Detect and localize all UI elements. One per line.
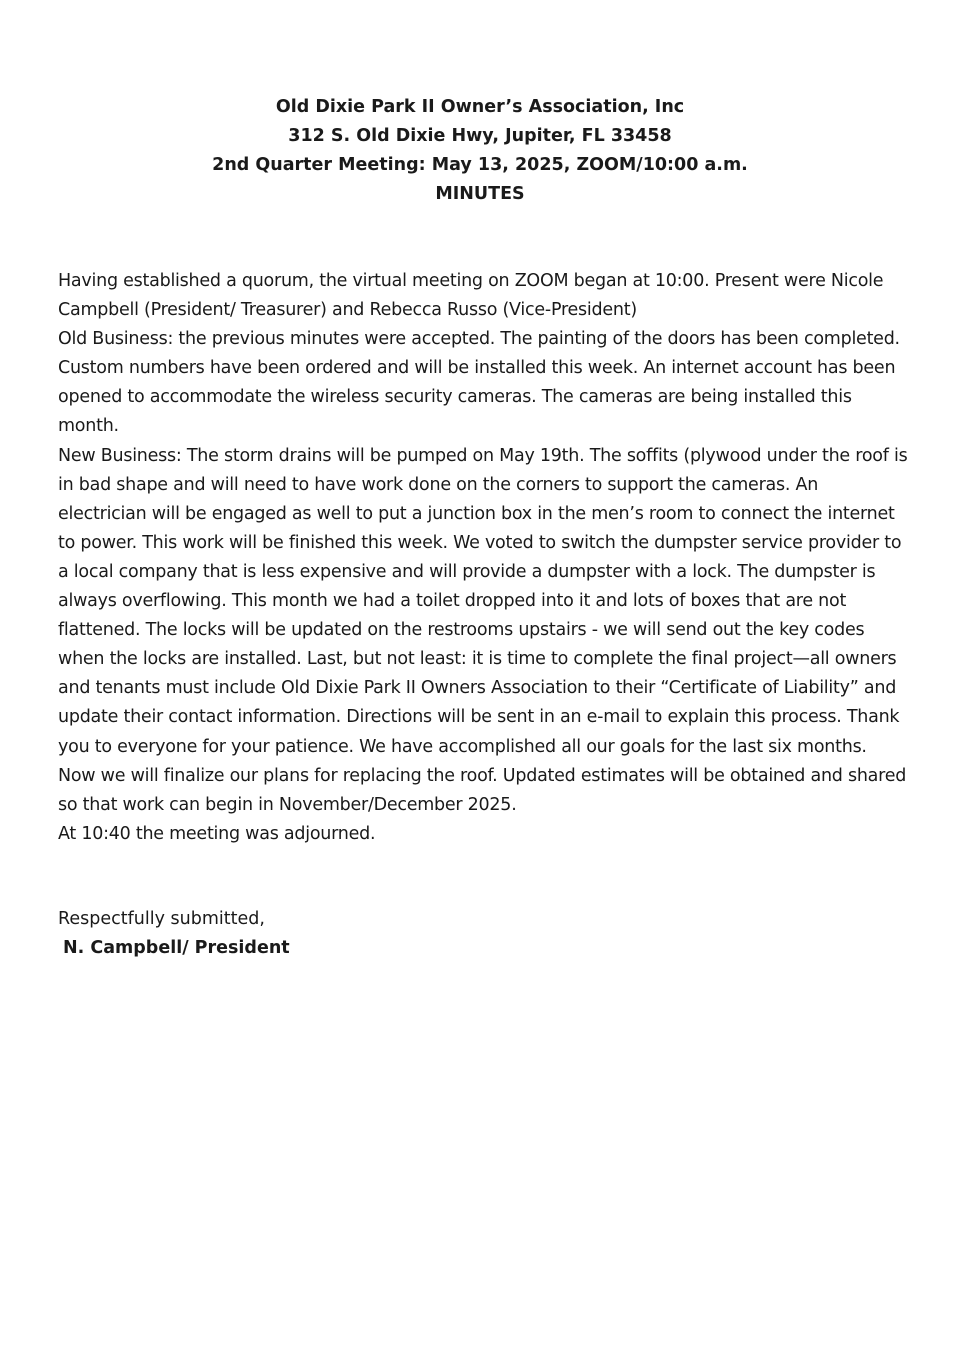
adjournment-paragraph: At 10:40 the meeting was adjourned. [58, 823, 376, 844]
association-name: Old Dixie Park II Owner’s Association, Inc [275, 97, 685, 117]
new-business-paragraph: New Business: The storm drains will be pumped on May 19th. The soffits (plywood under the roof is in bad shape and will need to have work done on the corners to support the cameras. An electrician will be engaged as well to put a junction box in the men’s room to connect the internet to power. This work will be finished this week. We voted to switch the dumpster service provider to a local company that is less expensive and will provide a dumpster with a lock. The dumpster is always overflowing. This month we had a toilet dropped into it and lots of boxes that are not flattened. The locks will be updated on the restrooms upstairs - we will send out the key codes when the locks are installed. Last, but not least: it is time to complete the final project—all owners and tenants must include Old Dixie Park II Owners Association to their “Certificate of Liability” and update their contact information. Directions will be sent in an e-mail to explain this process. Thank you to everyone for your patience. We have accomplished all our goals for the last six months. Now we will finalize our plans for replacing the roof. Updated estimates will be obtained and shared so that work can begin in November/December 2025. [58, 445, 908, 815]
opening-paragraph: Having established a quorum, the virtual meeting on ZOOM began at 10:00. Present were Nicole Campbell (President/ Treasurer) and Rebecca Russo (Vice-President) [58, 271, 884, 321]
closing-line: Respectfully submitted, [58, 909, 265, 929]
association-address: 312 S. Old Dixie Hwy, Jupiter, FL 33458 [288, 126, 672, 146]
meeting-details: 2nd Quarter Meeting: May 13, 2025, ZOOM/10:00 a.m. [212, 155, 748, 175]
document-title: MINUTES [435, 184, 525, 204]
signoff-block [58, 905, 658, 963]
signature-line: N. Campbell/ President [63, 938, 290, 958]
minutes-body [58, 267, 908, 849]
old-business-paragraph: Old Business: the previous minutes were accepted. The painting of the doors has been completed. Custom numbers have been ordered and will be installed this week. An internet account has been opened to accommodate the wireless security cameras. The cameras are being installed this month. [58, 329, 900, 437]
document-header [0, 93, 960, 209]
